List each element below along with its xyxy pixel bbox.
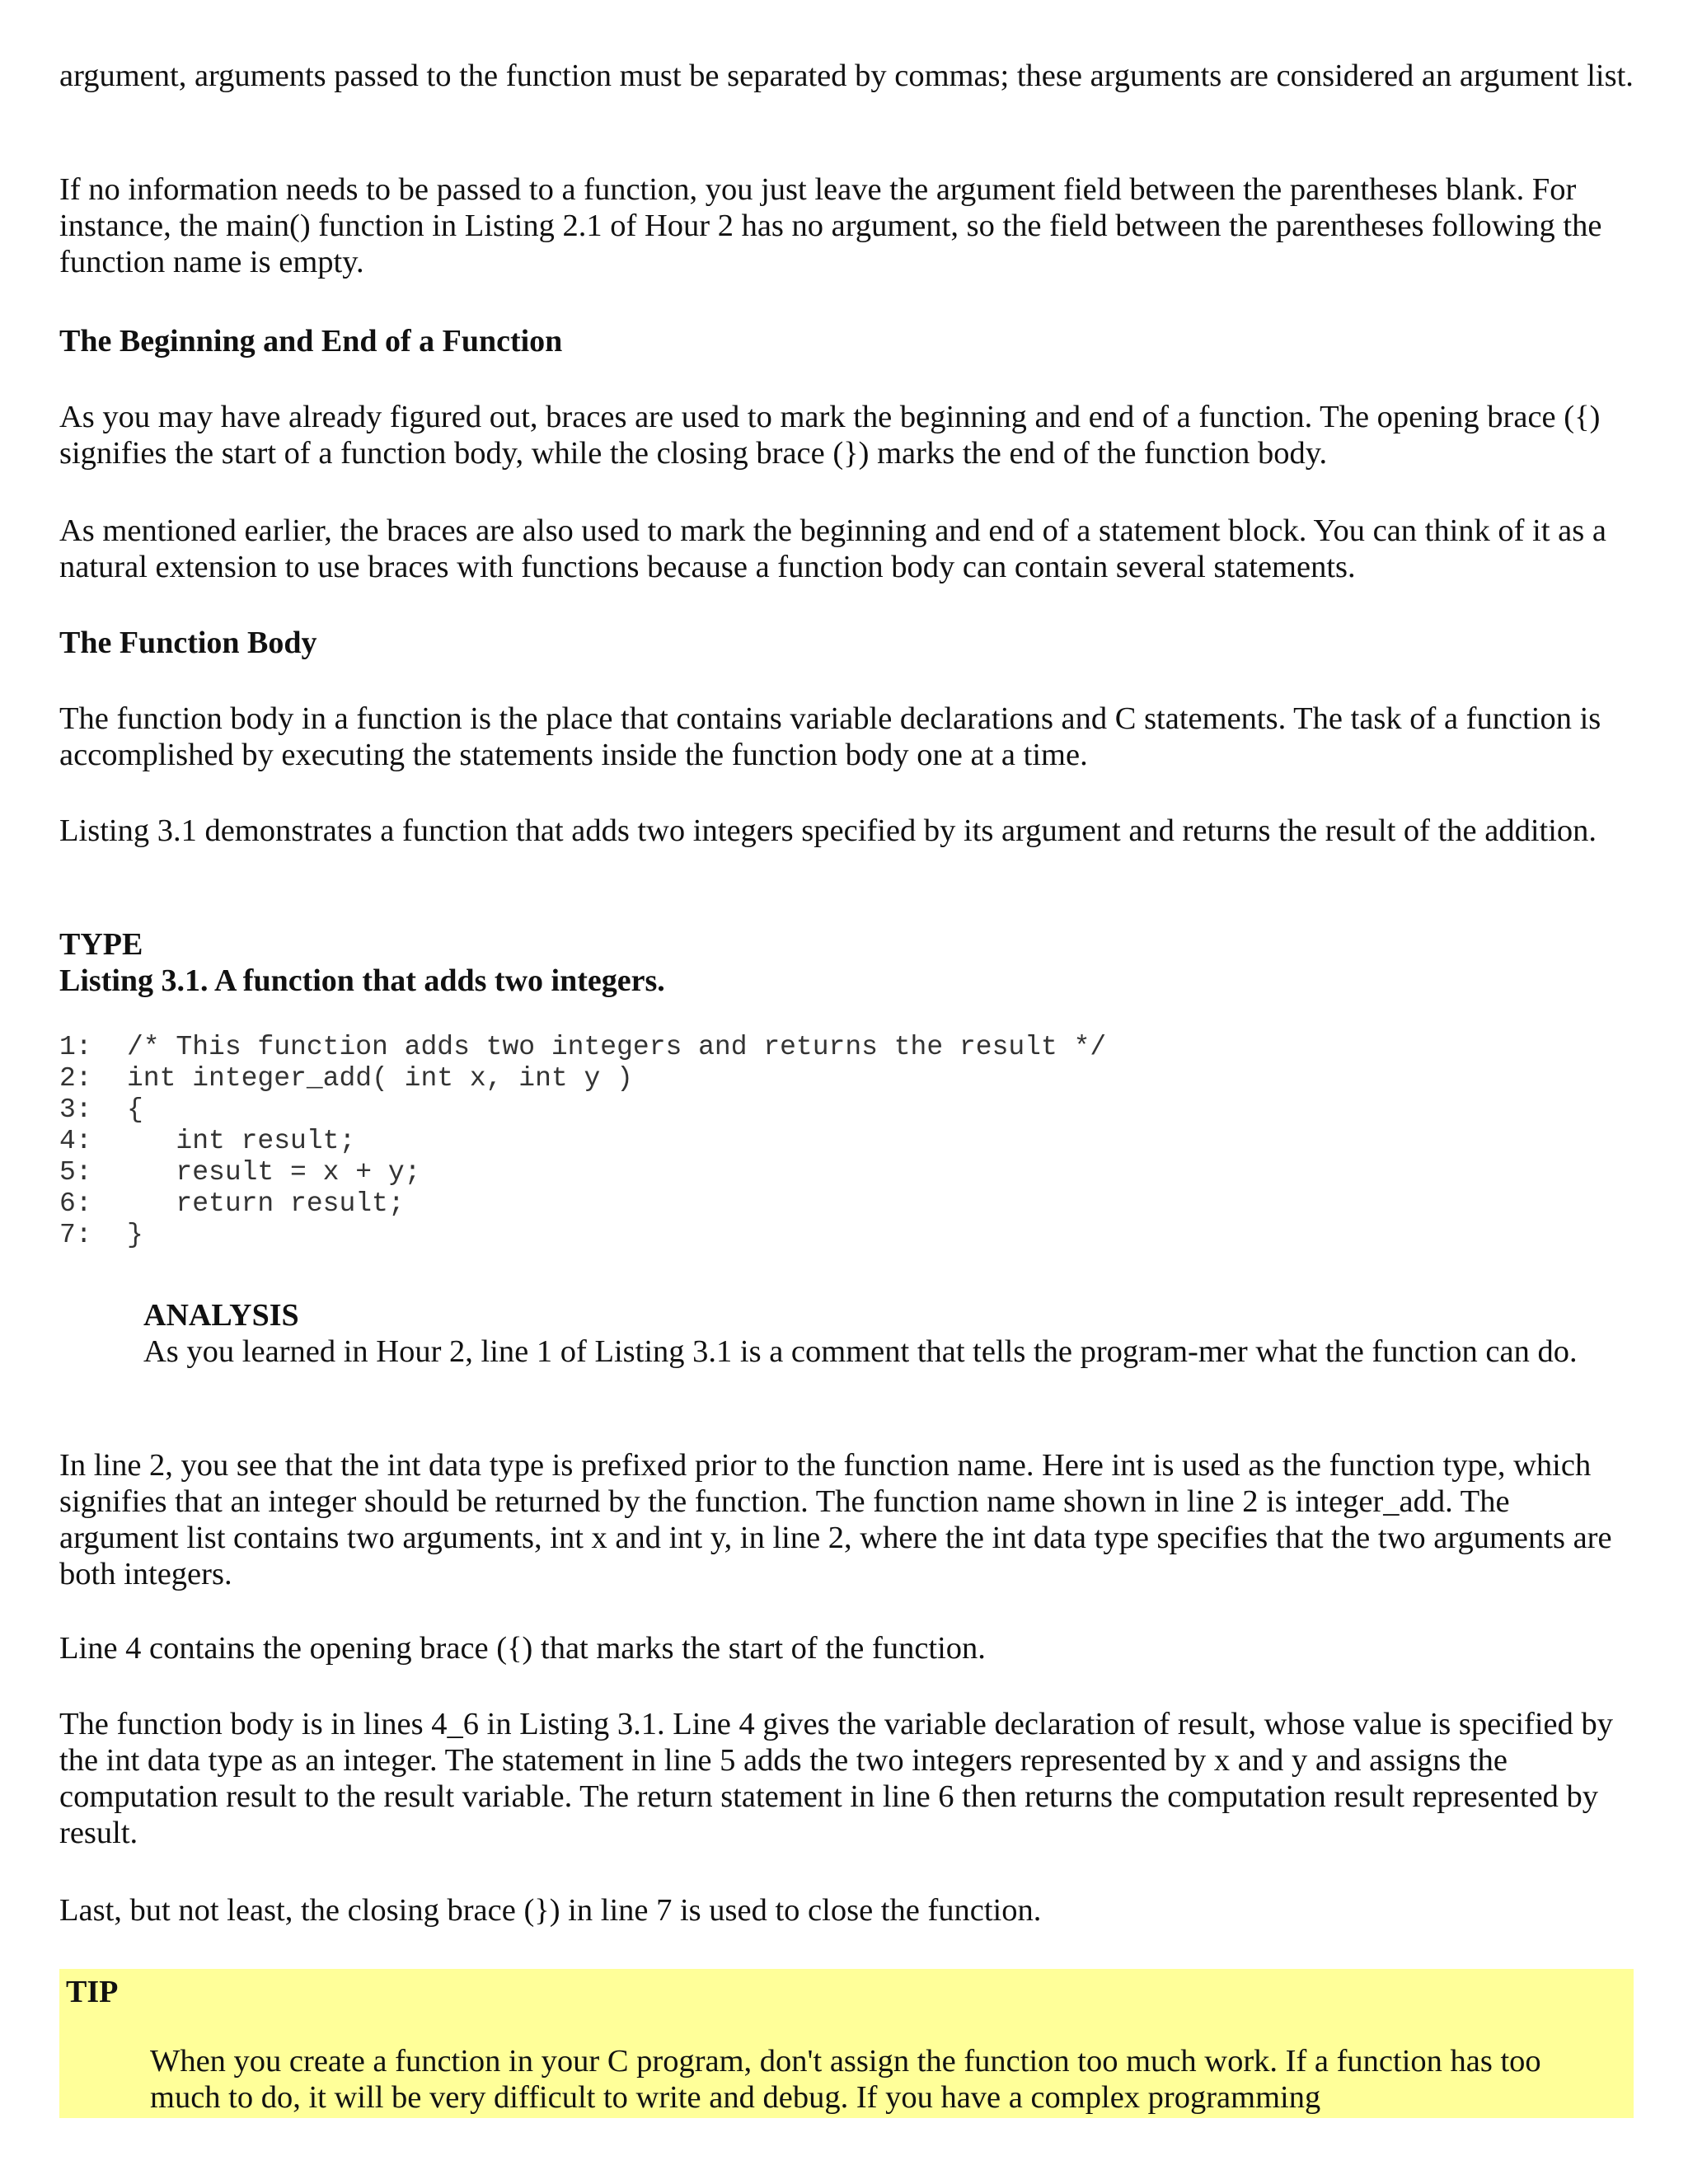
line-number: 1: xyxy=(59,1032,92,1062)
analysis-text: As you learned in Hour 2, line 1 of Listing 3.1 is a comment that tells the program-mer what the function can do. xyxy=(143,1334,1578,1369)
paragraph-argument-list: argument, arguments passed to the function must be separated by commas; these arguments are considered an argument list. xyxy=(59,59,1634,93)
listing-title: Listing 3.1. A function that adds two integers. xyxy=(59,963,665,998)
paragraph-function-body-lines: The function body is in lines 4_6 in Listing 3.1. Line 4 gives the variable declaration of result, whose value is specified by the int data type as an integer. The statement in line 5 adds the two integers represented by x and y and assigns the computation result to the result variable. The return statement in line 6 then returns the computation result represented by result. xyxy=(59,1707,1613,1850)
line-number: 4: xyxy=(59,1126,92,1156)
heading-beginning-end: The Beginning and End of a Function xyxy=(59,324,563,359)
paragraph-statement-block: As mentioned earlier, the braces are also used to mark the beginning and end of a statement block. You can think of it as a natural extension to use braces with functions because a function body can contain several statements. xyxy=(59,513,1606,584)
line-number: 2: xyxy=(59,1063,92,1094)
code-line xyxy=(59,1126,1106,1157)
code-text: /* This function adds two integers and returns the result */ xyxy=(127,1032,1107,1062)
line-number: 7: xyxy=(59,1220,92,1250)
code-line xyxy=(59,1032,1106,1063)
type-label: TYPE xyxy=(59,927,143,962)
paragraph-function-body: The function body in a function is the place that contains variable declarations and C statements. The task of a function is accomplished by executing the statements inside the function body one at a time. xyxy=(59,701,1601,772)
tip-label: TIP xyxy=(66,1975,119,2009)
code-text: return result; xyxy=(127,1188,405,1219)
code-line xyxy=(59,1157,1106,1188)
paragraph-closing-brace: Last, but not least, the closing brace (}) in line 7 is used to close the function. xyxy=(59,1893,1042,1928)
paragraph-braces: As you may have already figured out, braces are used to mark the beginning and end of a function. The opening brace ({) signifies the start of a function body, while the closing brace (}) marks the end of the function body. xyxy=(59,400,1601,471)
code-text: result = x + y; xyxy=(127,1157,421,1188)
code-text: { xyxy=(127,1094,143,1125)
code-line xyxy=(59,1063,1106,1094)
paragraph-no-arguments: If no information needs to be passed to a function, you just leave the argument field between the parentheses blank. For instance, the main() function in Listing 2.1 of Hour 2 has no argument, so the field between the parentheses following the function name is empty. xyxy=(59,172,1602,279)
code-text: int integer_add( int x, int y ) xyxy=(127,1063,633,1094)
code-text: int result; xyxy=(127,1126,356,1156)
line-number: 5: xyxy=(59,1157,92,1188)
line-number: 6: xyxy=(59,1188,92,1219)
code-line xyxy=(59,1094,1106,1126)
paragraph-line-2: In line 2, you see that the int data type is prefixed prior to the function name. Here int is used as the function type, which signifies that an integer should be returned by the function. The function name shown in line 2 is integer_add. The argument list contains two arguments, int x and int y, in line 2, where the int data type specifies that the two arguments are both integers. xyxy=(59,1448,1612,1591)
code-line xyxy=(59,1220,1106,1251)
line-number: 3: xyxy=(59,1094,92,1125)
tip-text: When you create a function in your C program, don't assign the function too much work. If a function has too much to do, it will be very difficult to write and debug. If you have a complex programming xyxy=(150,2044,1541,2115)
code-text: } xyxy=(127,1220,143,1250)
paragraph-line-4: Line 4 contains the opening brace ({) that marks the start of the function. xyxy=(59,1631,986,1666)
code-line xyxy=(59,1188,1106,1220)
analysis-label: ANALYSIS xyxy=(143,1298,299,1333)
heading-function-body: The Function Body xyxy=(59,626,317,660)
paragraph-listing-intro: Listing 3.1 demonstrates a function that adds two integers specified by its argument and returns the result of the addition. xyxy=(59,813,1597,848)
code-listing xyxy=(59,1032,1106,1251)
tip-box xyxy=(59,1969,1634,2118)
